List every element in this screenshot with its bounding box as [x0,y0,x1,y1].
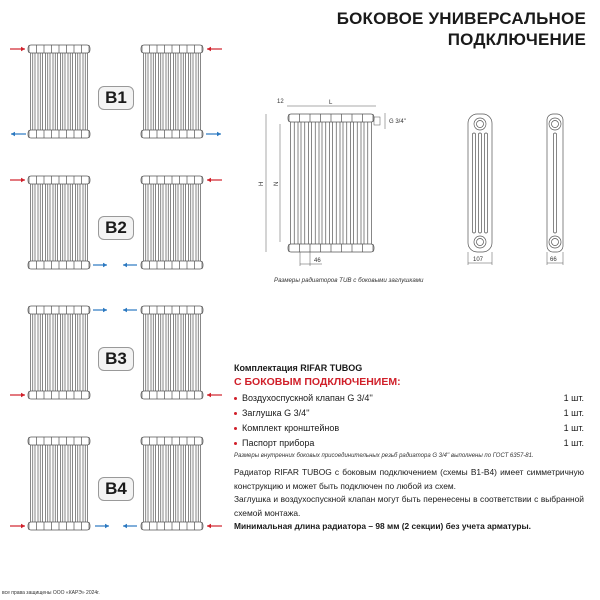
flow-arrow-icon [93,308,107,312]
title-line-1: БОКОВОЕ УНИВЕРСАЛЬНОЕ [336,9,586,28]
arrow-head [103,308,107,312]
flow-arrow-icon [206,132,221,136]
arrow-head [207,47,211,51]
drawing-caption: Размеры радиаторов TUB с боковыми заглушками [274,277,424,284]
arrow-head [123,263,127,267]
kit-item [234,406,584,421]
radiator-icon [28,45,90,138]
flow-arrow-icon [10,393,25,397]
kit-item-qty: 1 шт. [563,393,584,403]
side-view-3col [468,114,492,265]
arrow-head [21,178,25,182]
arrow-head [21,47,25,51]
side-slot [554,133,557,233]
arrow-head [207,393,211,397]
description-p3: Минимальная длина радиатора – 98 мм (2 секции) без учета арматуры. [234,521,531,532]
radiator-icon [141,306,203,399]
kit-item-qty: 1 шт. [563,408,584,418]
radiator-icon [28,176,90,269]
kit-item-name: Паспорт прибора [242,438,315,448]
arrow-head [207,524,211,528]
kit-item-name: Комплект кронштейнов [242,423,340,433]
arrow-head [21,393,25,397]
side-slot [479,133,482,233]
flow-arrow-icon [207,178,222,182]
flow-arrow-icon [207,393,222,397]
flow-arrow-icon [10,47,25,51]
kit-item-qty: 1 шт. [563,438,584,448]
kit-heading: Комплектация RIFAR TUBOG [234,363,363,373]
radiator-icon [288,114,374,252]
flow-arrow-icon [123,263,137,267]
dim-offset-label: 12 [277,99,284,105]
description-p1: Радиатор RIFAR TUBOG с боковым подключением (схемы B1-B4) имеет симметричную конструкцию и может быть подключен по любой из схем. [234,467,584,491]
flow-arrow-icon [93,263,107,267]
radiator-icon [141,176,203,269]
flow-arrow-icon [11,132,26,136]
flow-arrow-icon [10,524,25,528]
kit-item-name: Воздухоспускной клапан G 3/4'' [242,393,373,403]
dim-thread-label: G 3/4'' [389,119,406,125]
kit-list [234,391,584,451]
dim-length-label: L [329,100,333,106]
dim-axis-label: N [274,181,280,186]
kit-item [234,421,584,436]
description [234,466,584,534]
arrow-head [21,524,25,528]
side-connector [374,117,380,125]
flow-arrow-icon [123,308,137,312]
scheme-label-b4: B4 [98,477,134,501]
arrow-head [103,263,107,267]
dim-pitch-label: 46 [314,258,321,264]
arrow-head [123,524,127,528]
scheme-label-b2: B2 [98,216,134,240]
radiator-icon [28,306,90,399]
kit-item [234,391,584,406]
side-view-2col [547,114,563,265]
flow-arrow-icon [207,524,222,528]
radiator-icon [141,45,203,138]
dim-height-label: H [259,181,265,186]
description-p2: Заглушка и воздухоспускной клапан могут быть перенесены в соответствии с выбранной схемой монтажа. [234,494,584,518]
scheme-label-b1: B1 [98,86,134,110]
flow-arrow-icon [10,178,25,182]
kit-subheading: С БОКОВЫМ ПОДКЛЮЧЕНИЕМ: [234,376,401,388]
arrow-head [105,524,109,528]
side-view-2col-label: 66 [550,257,557,263]
kit-section [234,363,584,459]
radiator-icon [28,437,90,530]
kit-item-name: Заглушка G 3/4'' [242,408,310,418]
kit-item-qty: 1 шт. [563,423,584,433]
side-slot [473,133,476,233]
arrow-head [123,308,127,312]
copyright: все права защищены ООО «КАРЭ» 2024г. [2,590,100,596]
flow-arrow-icon [95,524,109,528]
title-line-2: ПОДКЛЮЧЕНИЕ [447,30,586,49]
side-view-3col-label: 107 [473,257,484,263]
nipple-inner [477,239,484,246]
side-slot [485,133,488,233]
nipple-inner [552,239,559,246]
radiator-icon [141,437,203,530]
scheme-label-b3: B3 [98,347,134,371]
nipple-inner [552,121,559,128]
nipple-inner [477,121,484,128]
arrow-head [207,178,211,182]
flow-arrow-icon [123,524,137,528]
arrow-head [217,132,221,136]
kit-item [234,436,584,451]
flow-arrow-icon [207,47,222,51]
arrow-head [11,132,15,136]
kit-note: Размеры внутренних боковых присоединительных резьб радиатора G 3/4'' выполнены по ГОСТ 6357-81. [234,453,534,459]
